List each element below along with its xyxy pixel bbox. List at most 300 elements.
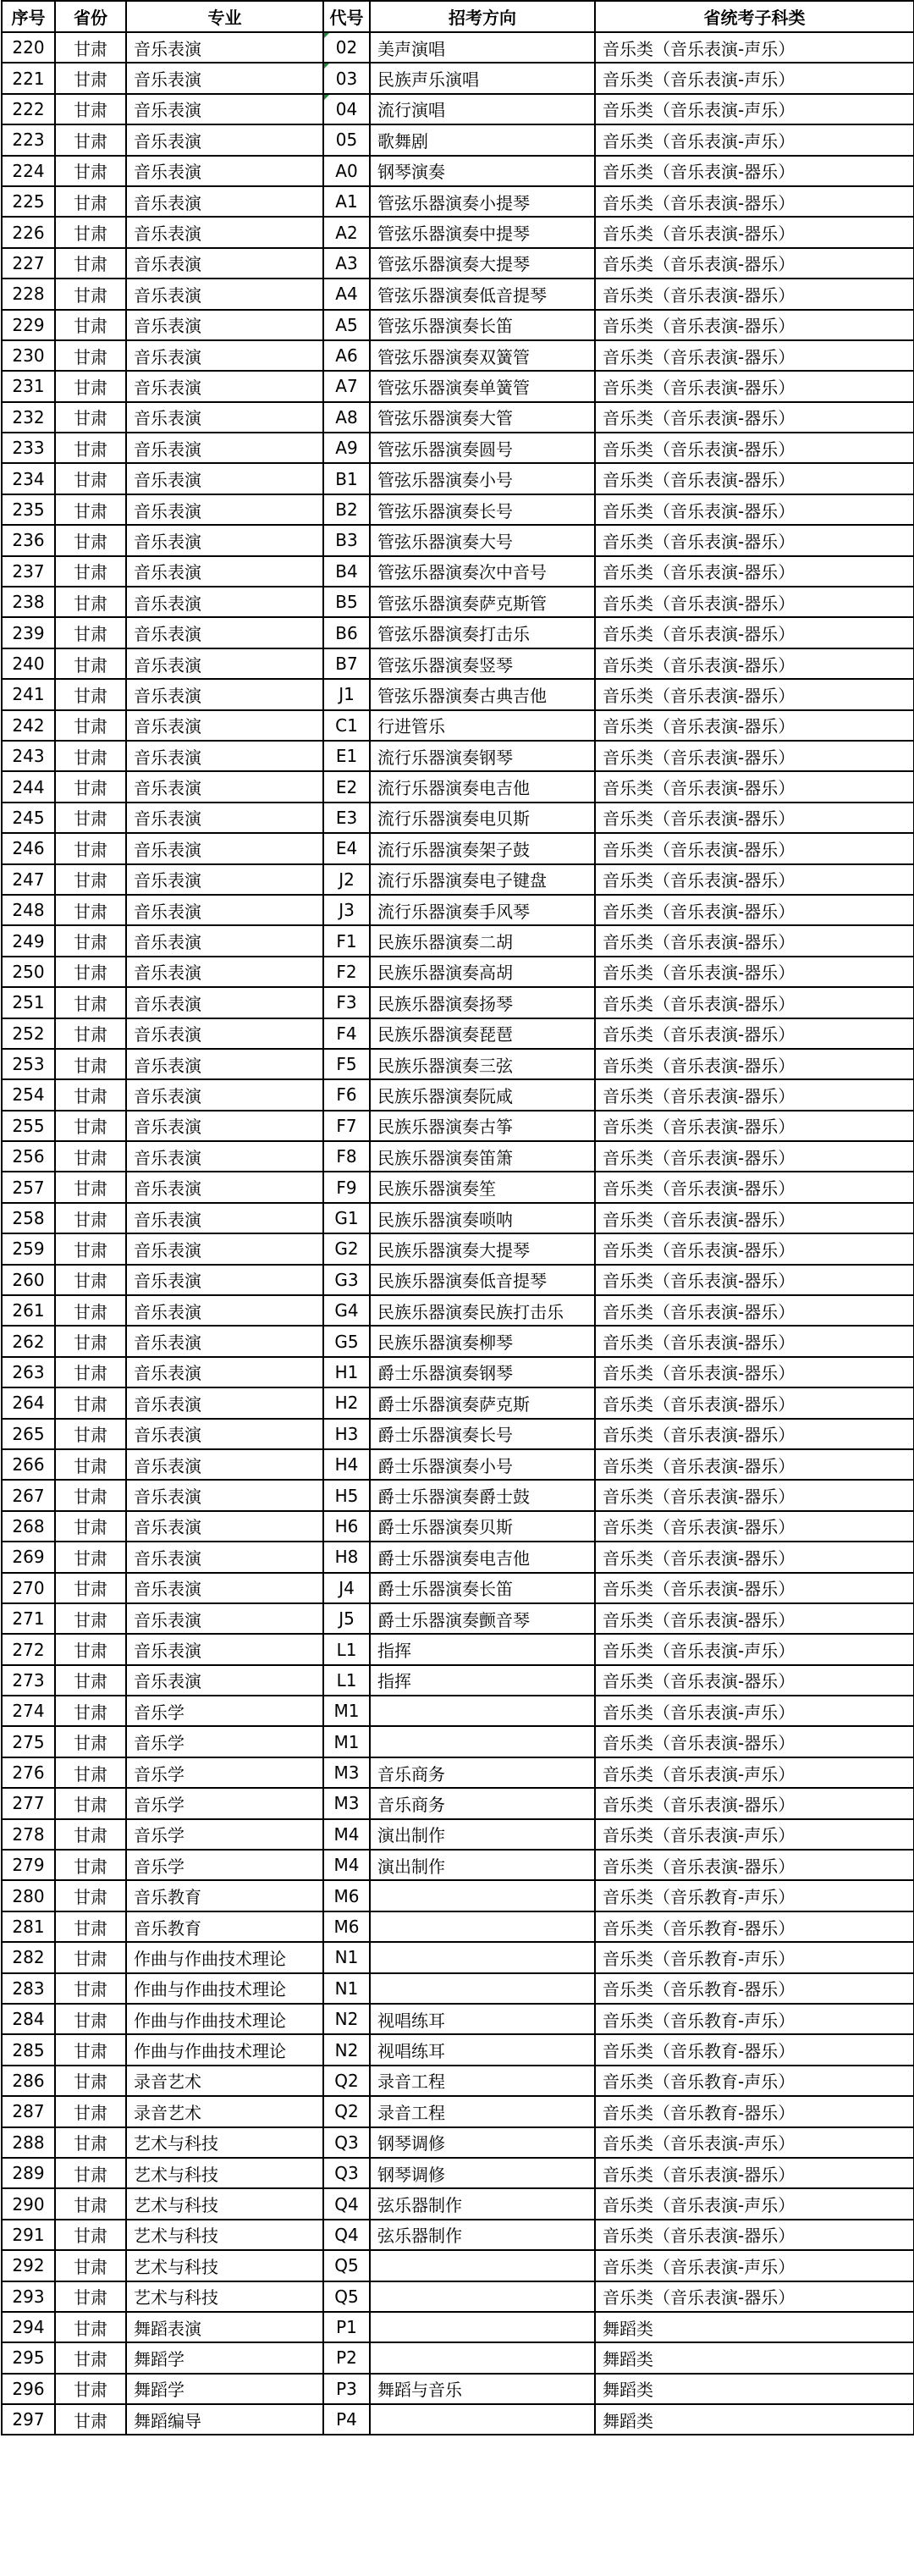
cell-direction: 流行乐器演奏手风琴: [370, 895, 595, 925]
table-row: [2, 433, 914, 463]
cell-direction: 民族乐器演奏民族打击乐: [370, 1295, 595, 1326]
cell-direction: 流行乐器演奏电贝斯: [370, 803, 595, 833]
cell-subject: 音乐类（音乐表演-器乐）: [595, 217, 914, 247]
cell-province: 甘肃: [55, 2220, 126, 2250]
cell-subject: 音乐类（音乐表演-器乐）: [595, 1665, 914, 1696]
table-row: [2, 1233, 914, 1264]
cell-code: B7: [323, 648, 370, 679]
cell-code: H5: [323, 1480, 370, 1510]
cell-code: E1: [323, 741, 370, 771]
admissions-table: [1, 0, 914, 2435]
cell-province: 甘肃: [55, 1788, 126, 1818]
cell-seq: 253: [2, 1049, 55, 1079]
cell-province: 甘肃: [55, 2096, 126, 2126]
table-row: [2, 248, 914, 279]
table-row: [2, 340, 914, 371]
cell-direction: [370, 2312, 595, 2342]
cell-subject: 音乐类（音乐表演-器乐）: [595, 679, 914, 709]
cell-subject: 音乐类（音乐表演-器乐）: [595, 1603, 914, 1634]
cell-seq: 289: [2, 2158, 55, 2188]
cell-major: 音乐表演: [126, 617, 323, 648]
cell-province: 甘肃: [55, 1419, 126, 1449]
cell-code: F8: [323, 1141, 370, 1172]
cell-direction: 视唱练耳: [370, 2034, 595, 2065]
cell-major: 音乐表演: [126, 1018, 323, 1049]
cell-major: 音乐表演: [126, 371, 323, 401]
cell-seq: 222: [2, 94, 55, 124]
cell-code: B5: [323, 587, 370, 617]
table-row: [2, 2004, 914, 2034]
cell-direction: [370, 2281, 595, 2312]
cell-major: 音乐表演: [126, 957, 323, 987]
cell-code: M6: [323, 1880, 370, 1911]
cell-seq: 228: [2, 279, 55, 309]
cell-direction: 民族乐器演奏琵琶: [370, 1018, 595, 1049]
cell-direction: 指挥: [370, 1665, 595, 1696]
cell-major: 音乐表演: [126, 587, 323, 617]
cell-province: 甘肃: [55, 371, 126, 401]
cell-code: L1: [323, 1634, 370, 1664]
cell-code: B3: [323, 525, 370, 555]
cell-major: 音乐表演: [126, 310, 323, 340]
cell-direction: 管弦乐器演奏双簧管: [370, 340, 595, 371]
cell-direction: 爵士乐器演奏长笛: [370, 1573, 595, 1603]
cell-subject: 音乐类（音乐表演-声乐）: [595, 124, 914, 155]
header-major: 专业: [126, 1, 323, 32]
header-subject: 省统考子科类: [595, 1, 914, 32]
table-row: [2, 803, 914, 833]
cell-major: 音乐表演: [126, 1634, 323, 1664]
cell-major: 音乐表演: [126, 1172, 323, 1202]
cell-seq: 239: [2, 617, 55, 648]
cell-seq: 272: [2, 1634, 55, 1664]
cell-seq: 265: [2, 1419, 55, 1449]
cell-major: 音乐表演: [126, 1265, 323, 1295]
table-row: [2, 371, 914, 401]
cell-code: A0: [323, 156, 370, 186]
cell-direction: 管弦乐器演奏长笛: [370, 310, 595, 340]
cell-seq: 271: [2, 1603, 55, 1634]
cell-direction: 管弦乐器演奏大号: [370, 525, 595, 555]
table-row: [2, 156, 914, 186]
cell-province: 甘肃: [55, 1233, 126, 1264]
cell-subject: 音乐类（音乐表演-器乐）: [595, 1049, 914, 1079]
table-row: [2, 1726, 914, 1757]
cell-code: M6: [323, 1911, 370, 1942]
cell-direction: 民族乐器演奏笙: [370, 1172, 595, 1202]
cell-direction: 民族乐器演奏大提琴: [370, 1233, 595, 1264]
cell-seq: 242: [2, 710, 55, 741]
cell-seq: 249: [2, 925, 55, 956]
cell-direction: [370, 1696, 595, 1726]
cell-major: 音乐表演: [126, 217, 323, 247]
cell-seq: 221: [2, 63, 55, 93]
cell-province: 甘肃: [55, 63, 126, 93]
cell-province: 甘肃: [55, 1696, 126, 1726]
cell-major: 音乐表演: [126, 925, 323, 956]
cell-direction: 流行乐器演奏电吉他: [370, 771, 595, 802]
cell-major: 艺术与科技: [126, 2220, 323, 2250]
cell-province: 甘肃: [55, 186, 126, 217]
cell-subject: 音乐类（音乐表演-器乐）: [595, 556, 914, 587]
table-row: [2, 1850, 914, 1880]
cell-province: 甘肃: [55, 1480, 126, 1510]
cell-seq: 255: [2, 1111, 55, 1141]
cell-code: E3: [323, 803, 370, 833]
cell-direction: [370, 1973, 595, 2004]
cell-subject: 音乐类（音乐表演-器乐）: [595, 156, 914, 186]
table-row: [2, 617, 914, 648]
cell-direction: 钢琴演奏: [370, 156, 595, 186]
cell-major: 音乐表演: [126, 433, 323, 463]
cell-subject: 音乐类（音乐表演-器乐）: [595, 402, 914, 433]
cell-code: G4: [323, 1295, 370, 1326]
cell-seq: 297: [2, 2404, 55, 2435]
cell-seq: 251: [2, 987, 55, 1018]
cell-major: 舞蹈表演: [126, 2312, 323, 2342]
cell-seq: 296: [2, 2374, 55, 2404]
table-row: [2, 1203, 914, 1233]
cell-direction: 民族乐器演奏高胡: [370, 957, 595, 987]
cell-subject: 音乐类（音乐教育-声乐）: [595, 1942, 914, 1972]
cell-major: 音乐表演: [126, 1141, 323, 1172]
cell-code: Q4: [323, 2220, 370, 2250]
cell-province: 甘肃: [55, 1911, 126, 1942]
cell-direction: [370, 2404, 595, 2435]
cell-seq: 262: [2, 1326, 55, 1356]
cell-seq: 238: [2, 587, 55, 617]
cell-major: 音乐表演: [126, 1295, 323, 1326]
cell-code: A5: [323, 310, 370, 340]
cell-code: G1: [323, 1203, 370, 1233]
table-row: [2, 402, 914, 433]
table-row: [2, 1172, 914, 1202]
cell-seq: 236: [2, 525, 55, 555]
cell-major: 音乐表演: [126, 248, 323, 279]
cell-subject: 音乐类（音乐表演-器乐）: [595, 1079, 914, 1110]
cell-major: 作曲与作曲技术理论: [126, 2004, 323, 2034]
cell-direction: 爵士乐器演奏钢琴: [370, 1357, 595, 1387]
cell-code: M1: [323, 1726, 370, 1757]
cell-seq: 260: [2, 1265, 55, 1295]
cell-code: A9: [323, 433, 370, 463]
cell-major: 音乐表演: [126, 1111, 323, 1141]
cell-seq: 225: [2, 186, 55, 217]
table-row: [2, 2127, 914, 2158]
cell-seq: 231: [2, 371, 55, 401]
cell-province: 甘肃: [55, 710, 126, 741]
cell-subject: 音乐类（音乐表演-器乐）: [595, 925, 914, 956]
cell-code: P1: [323, 2312, 370, 2342]
cell-direction: 民族乐器演奏三弦: [370, 1049, 595, 1079]
table-row: [2, 925, 914, 956]
cell-code: H2: [323, 1387, 370, 1418]
cell-direction: 音乐商务: [370, 1788, 595, 1818]
cell-direction: [370, 2250, 595, 2281]
cell-code: M4: [323, 1819, 370, 1850]
cell-province: 甘肃: [55, 2034, 126, 2065]
cell-direction: 指挥: [370, 1634, 595, 1664]
cell-direction: 民族乐器演奏柳琴: [370, 1326, 595, 1356]
cell-major: 音乐教育: [126, 1911, 323, 1942]
cell-subject: 音乐类（音乐表演-器乐）: [595, 1018, 914, 1049]
cell-seq: 254: [2, 1079, 55, 1110]
cell-subject: 舞蹈类: [595, 2404, 914, 2435]
cell-province: 甘肃: [55, 1387, 126, 1418]
cell-major: 音乐教育: [126, 1880, 323, 1911]
table-row: [2, 32, 914, 63]
cell-major: 音乐表演: [126, 1387, 323, 1418]
cell-code: Q3: [323, 2127, 370, 2158]
cell-province: 甘肃: [55, 124, 126, 155]
cell-major: 艺术与科技: [126, 2127, 323, 2158]
header-seq: 序号: [2, 1, 55, 32]
cell-major: 录音艺术: [126, 2066, 323, 2096]
cell-direction: 流行乐器演奏钢琴: [370, 741, 595, 771]
cell-major: 音乐表演: [126, 494, 323, 525]
cell-major: 音乐表演: [126, 156, 323, 186]
cell-code: A6: [323, 340, 370, 371]
cell-subject: 音乐类（音乐表演-声乐）: [595, 94, 914, 124]
header-code: 代号: [323, 1, 370, 32]
cell-province: 甘肃: [55, 32, 126, 63]
cell-major: 艺术与科技: [126, 2158, 323, 2188]
cell-subject: 音乐类（音乐表演-器乐）: [595, 1542, 914, 1572]
cell-province: 甘肃: [55, 2004, 126, 2034]
cell-province: 甘肃: [55, 156, 126, 186]
cell-major: 音乐表演: [126, 1203, 323, 1233]
cell-seq: 257: [2, 1172, 55, 1202]
cell-province: 甘肃: [55, 402, 126, 433]
cell-code: H4: [323, 1449, 370, 1480]
cell-seq: 293: [2, 2281, 55, 2312]
cell-direction: 民族乐器演奏古筝: [370, 1111, 595, 1141]
cell-subject: 音乐类（音乐教育-声乐）: [595, 2004, 914, 2034]
cell-direction: [370, 1942, 595, 1972]
table-row: [2, 1942, 914, 1972]
table-row: [2, 648, 914, 679]
header-province: 省份: [55, 1, 126, 32]
cell-direction: 歌舞剧: [370, 124, 595, 155]
table-row: [2, 1018, 914, 1049]
cell-code: E4: [323, 833, 370, 863]
cell-direction: 管弦乐器演奏小号: [370, 463, 595, 494]
cell-major: 音乐表演: [126, 741, 323, 771]
cell-seq: 263: [2, 1357, 55, 1387]
cell-major: 音乐表演: [126, 895, 323, 925]
cell-province: 甘肃: [55, 1573, 126, 1603]
cell-major: 音乐表演: [126, 463, 323, 494]
table-row: [2, 1573, 914, 1603]
cell-subject: 音乐类（音乐表演-器乐）: [595, 1788, 914, 1818]
table-row: [2, 1357, 914, 1387]
cell-major: 音乐表演: [126, 1665, 323, 1696]
cell-province: 甘肃: [55, 957, 126, 987]
cell-province: 甘肃: [55, 1542, 126, 1572]
cell-seq: 241: [2, 679, 55, 709]
cell-direction: 录音工程: [370, 2096, 595, 2126]
cell-province: 甘肃: [55, 617, 126, 648]
cell-subject: 音乐类（音乐表演-器乐）: [595, 1850, 914, 1880]
table-header-row: [2, 1, 914, 32]
cell-code: N1: [323, 1942, 370, 1972]
cell-major: 舞蹈学: [126, 2342, 323, 2373]
cell-code: H6: [323, 1511, 370, 1542]
table-row: [2, 2220, 914, 2250]
cell-direction: 美声演唱: [370, 32, 595, 63]
cell-subject: 音乐类（音乐表演-器乐）: [595, 2281, 914, 2312]
cell-seq: 282: [2, 1942, 55, 1972]
cell-direction: 民族乐器演奏笛箫: [370, 1141, 595, 1172]
cell-direction: 管弦乐器演奏竖琴: [370, 648, 595, 679]
cell-major: 舞蹈学: [126, 2374, 323, 2404]
cell-seq: 278: [2, 1819, 55, 1850]
cell-province: 甘肃: [55, 1880, 126, 1911]
cell-subject: 音乐类（音乐表演-器乐）: [595, 186, 914, 217]
cell-direction: 演出制作: [370, 1819, 595, 1850]
cell-major: 录音艺术: [126, 2096, 323, 2126]
table-row: [2, 217, 914, 247]
cell-subject: 音乐类（音乐表演-器乐）: [595, 895, 914, 925]
cell-seq: 230: [2, 340, 55, 371]
cell-subject: 音乐类（音乐表演-声乐）: [595, 1819, 914, 1850]
cell-subject: 音乐类（音乐表演-器乐）: [595, 494, 914, 525]
cell-subject: 音乐类（音乐表演-声乐）: [595, 1696, 914, 1726]
cell-code: H3: [323, 1419, 370, 1449]
cell-subject: 音乐类（音乐表演-器乐）: [595, 525, 914, 555]
cell-province: 甘肃: [55, 2188, 126, 2219]
cell-major: 音乐表演: [126, 771, 323, 802]
cell-subject: 音乐类（音乐表演-声乐）: [595, 32, 914, 63]
table-body: [2, 32, 914, 2435]
cell-major: 音乐表演: [126, 402, 323, 433]
cell-province: 甘肃: [55, 1172, 126, 1202]
cell-direction: 流行乐器演奏电子键盘: [370, 864, 595, 895]
cell-province: 甘肃: [55, 987, 126, 1018]
cell-code: 02: [323, 32, 370, 63]
cell-code: E2: [323, 771, 370, 802]
cell-major: 音乐学: [126, 1696, 323, 1726]
cell-code: G2: [323, 1233, 370, 1264]
cell-province: 甘肃: [55, 94, 126, 124]
table-row: [2, 1757, 914, 1788]
table-row: [2, 1634, 914, 1664]
cell-code: F2: [323, 957, 370, 987]
cell-code: F6: [323, 1079, 370, 1110]
cell-direction: 舞蹈与音乐: [370, 2374, 595, 2404]
cell-seq: 259: [2, 1233, 55, 1264]
cell-province: 甘肃: [55, 2374, 126, 2404]
cell-major: 音乐表演: [126, 525, 323, 555]
cell-direction: 弦乐器制作: [370, 2188, 595, 2219]
table-row: [2, 279, 914, 309]
cell-province: 甘肃: [55, 864, 126, 895]
cell-subject: 音乐类（音乐表演-器乐）: [595, 1357, 914, 1387]
cell-direction: 爵士乐器演奏长号: [370, 1419, 595, 1449]
cell-province: 甘肃: [55, 1850, 126, 1880]
cell-subject: 音乐类（音乐表演-声乐）: [595, 2127, 914, 2158]
cell-seq: 244: [2, 771, 55, 802]
cell-seq: 283: [2, 1973, 55, 2004]
cell-province: 甘肃: [55, 1757, 126, 1788]
cell-subject: 音乐类（音乐表演-器乐）: [595, 741, 914, 771]
cell-major: 音乐表演: [126, 1419, 323, 1449]
table-row: [2, 1449, 914, 1480]
cell-major: 音乐表演: [126, 1079, 323, 1110]
cell-direction: 演出制作: [370, 1850, 595, 1880]
cell-province: 甘肃: [55, 463, 126, 494]
cell-province: 甘肃: [55, 771, 126, 802]
cell-province: 甘肃: [55, 2127, 126, 2158]
cell-province: 甘肃: [55, 741, 126, 771]
cell-code: A1: [323, 186, 370, 217]
cell-seq: 247: [2, 864, 55, 895]
cell-direction: 管弦乐器演奏低音提琴: [370, 279, 595, 309]
cell-seq: 226: [2, 217, 55, 247]
cell-code: F1: [323, 925, 370, 956]
cell-seq: 261: [2, 1295, 55, 1326]
cell-province: 甘肃: [55, 1203, 126, 1233]
table-row: [2, 2374, 914, 2404]
table-row: [2, 1788, 914, 1818]
cell-seq: 285: [2, 2034, 55, 2065]
cell-province: 甘肃: [55, 1634, 126, 1664]
cell-major: 音乐表演: [126, 864, 323, 895]
cell-province: 甘肃: [55, 1111, 126, 1141]
cell-major: 艺术与科技: [126, 2281, 323, 2312]
cell-major: 音乐学: [126, 1819, 323, 1850]
cell-code: F7: [323, 1111, 370, 1141]
cell-code: G3: [323, 1265, 370, 1295]
table-row: [2, 587, 914, 617]
table-row: [2, 463, 914, 494]
cell-major: 音乐表演: [126, 340, 323, 371]
cell-province: 甘肃: [55, 1295, 126, 1326]
table-row: [2, 2342, 914, 2373]
table-row: [2, 1665, 914, 1696]
cell-subject: 音乐类（音乐表演-声乐）: [595, 2250, 914, 2281]
cell-code: Q5: [323, 2281, 370, 2312]
table-row: [2, 2281, 914, 2312]
cell-seq: 295: [2, 2342, 55, 2373]
cell-subject: 音乐类（音乐表演-器乐）: [595, 1573, 914, 1603]
cell-province: 甘肃: [55, 1049, 126, 1079]
cell-seq: 250: [2, 957, 55, 987]
cell-subject: 音乐类（音乐表演-器乐）: [595, 1295, 914, 1326]
cell-code: M4: [323, 1850, 370, 1880]
cell-subject: 音乐类（音乐表演-声乐）: [595, 63, 914, 93]
cell-subject: 音乐类（音乐表演-器乐）: [595, 771, 914, 802]
cell-province: 甘肃: [55, 1265, 126, 1295]
cell-seq: 246: [2, 833, 55, 863]
cell-province: 甘肃: [55, 1973, 126, 2004]
cell-seq: 240: [2, 648, 55, 679]
cell-seq: 291: [2, 2220, 55, 2250]
table-row: [2, 1696, 914, 1726]
cell-direction: 视唱练耳: [370, 2004, 595, 2034]
cell-seq: 256: [2, 1141, 55, 1172]
cell-subject: 音乐类（音乐表演-器乐）: [595, 1726, 914, 1757]
cell-direction: 爵士乐器演奏爵士鼓: [370, 1480, 595, 1510]
table-row: [2, 2188, 914, 2219]
cell-subject: 音乐类（音乐表演-器乐）: [595, 987, 914, 1018]
cell-major: 音乐表演: [126, 1449, 323, 1480]
cell-direction: [370, 1911, 595, 1942]
table-row: [2, 556, 914, 587]
cell-province: 甘肃: [55, 1603, 126, 1634]
cell-seq: 223: [2, 124, 55, 155]
cell-major: 音乐表演: [126, 1573, 323, 1603]
